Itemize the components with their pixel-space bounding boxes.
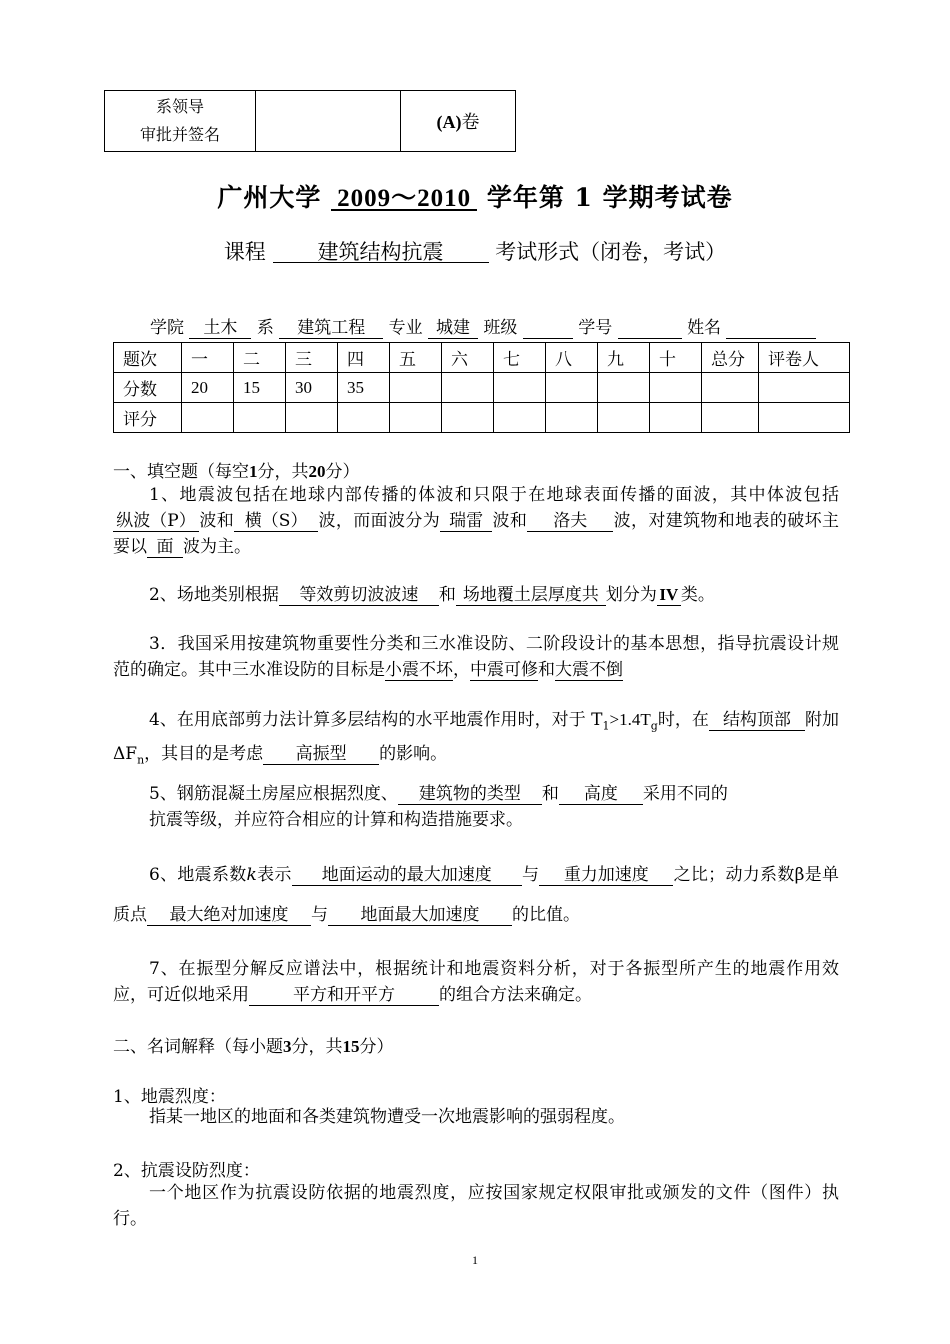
grade-cell[interactable] — [182, 403, 234, 433]
class-field[interactable] — [523, 318, 573, 339]
title-years: 2009～2010 — [331, 189, 477, 211]
id-field[interactable] — [618, 318, 682, 339]
points-cell: 20 — [182, 373, 234, 403]
grade-cell[interactable] — [286, 403, 338, 433]
approval-label-line1: 系领导 — [155, 97, 204, 116]
id-label: 学号 — [578, 318, 613, 338]
points-cell: 35 — [338, 373, 390, 403]
course-line — [0, 236, 950, 266]
header-cell: 六 — [442, 343, 494, 373]
grade-label: 评分 — [114, 403, 182, 433]
q6-symbol-beta: β — [794, 865, 805, 885]
grade-cell[interactable] — [759, 403, 850, 433]
header-cell: 题次 — [114, 343, 182, 373]
header-cell: 九 — [598, 343, 650, 373]
q1-answer-4: 洛夫 — [527, 511, 613, 532]
q5-answer-2: 高度 — [559, 784, 643, 805]
points-cell — [759, 373, 850, 403]
section2-title-pre: 二、名词解释（每小题 — [113, 1037, 283, 1057]
q6-answer-3: 最大绝对加速度 — [147, 905, 311, 926]
q5-answer-1: 建筑物的类型 — [398, 784, 542, 805]
q6-text: 与 — [521, 865, 540, 885]
points-cell — [598, 373, 650, 403]
grade-cell[interactable] — [546, 403, 598, 433]
title-semester: 学年第 1 学期考试卷 — [486, 183, 733, 212]
major-field[interactable]: 城建 — [428, 318, 478, 339]
course-label: 课程 — [223, 240, 266, 264]
q4-text: 时，在 — [657, 710, 709, 730]
q6-text: 6、地震系数 — [149, 865, 247, 885]
q2-answer-1: 等效剪切波波速 — [279, 585, 439, 606]
q3-text: 3．我国采用按建筑物重要性分类和三水准设防、二阶段设计的基本思想，指导抗震设计规范的确定。其中三水准设防的目标是 — [113, 634, 839, 680]
q3-text: ， — [453, 660, 470, 680]
score-header-row — [114, 343, 850, 373]
paper-version-suffix: 卷 — [461, 112, 480, 133]
q6-answer-4: 地面最大加速度 — [328, 905, 512, 926]
q6-symbol-k: k — [246, 865, 257, 885]
section1-title-pre: 一、填空题（每空 — [113, 462, 249, 482]
name-label: 姓名 — [687, 318, 722, 338]
q4-subscript: n — [137, 753, 145, 767]
course-name: 建筑结构抗震 — [273, 242, 489, 263]
section2-title-per: 3 — [283, 1037, 292, 1056]
dept-field[interactable]: 建筑工程 — [279, 318, 383, 339]
question-4 — [113, 706, 839, 775]
question-7 — [113, 956, 839, 1008]
q2-answer-3: IV — [657, 585, 681, 606]
section1-title-post: 分） — [325, 462, 360, 482]
points-cell — [390, 373, 442, 403]
header-cell: 一 — [182, 343, 234, 373]
approval-label — [105, 91, 256, 152]
exam-title — [0, 178, 950, 214]
page-number: 1 — [472, 1253, 478, 1267]
section1-title-per: 1 — [249, 462, 258, 481]
question-2 — [113, 582, 839, 608]
grade-cell[interactable] — [442, 403, 494, 433]
q4-answer-1: 结构顶部 — [709, 710, 805, 731]
points-cell: 30 — [286, 373, 338, 403]
q2-text: 和 — [438, 585, 456, 605]
points-cell: 15 — [234, 373, 286, 403]
header-cell: 总分 — [702, 343, 759, 373]
points-cell — [494, 373, 546, 403]
dept-label: 系 — [256, 318, 274, 338]
exam-form: 考试形式（闭卷，考试） — [495, 240, 727, 264]
grade-cell[interactable] — [598, 403, 650, 433]
q7-text: 的组合方法来确定。 — [439, 985, 592, 1005]
approval-signature-cell — [256, 91, 401, 152]
q4-answer-2: 高振型 — [263, 744, 379, 765]
major-label: 专业 — [388, 318, 423, 338]
q7-text: 7、在振型分解反应谱法中，根据统计和地震资料分析，对于各振型所产生的地震作用效应，可近似地采用 — [113, 959, 839, 1005]
q3-text: 和 — [538, 660, 555, 680]
q1-text: 波为主。 — [183, 537, 251, 557]
header-cell: 二 — [234, 343, 286, 373]
q6-text: 表示 — [256, 865, 292, 885]
score-grade-row — [114, 403, 850, 433]
q3-answer-2: 中震可修 — [470, 660, 538, 680]
q6-text: 的比值。 — [512, 905, 580, 925]
q2-text: 划分为 — [605, 585, 657, 605]
header-cell: 四 — [338, 343, 390, 373]
q2-answer-2: 场地覆土层厚度共 — [456, 585, 606, 606]
q4-text: >1.4T — [609, 710, 651, 729]
name-field[interactable] — [726, 318, 816, 339]
q1-text: 波和 — [199, 511, 235, 531]
header-cell: 评卷人 — [759, 343, 850, 373]
q7-answer-1: 平方和开平方 — [249, 985, 439, 1006]
section2-title-total: 15 — [342, 1037, 360, 1056]
question-1 — [113, 482, 839, 560]
q6-answer-2: 重力加速度 — [539, 865, 673, 886]
class-label: 班级 — [483, 318, 518, 338]
q6-text: 是单质点 — [113, 865, 840, 925]
q5-text: 采用不同的 — [642, 784, 728, 804]
q6-text: 之比；动力系数 — [673, 865, 795, 885]
points-cell — [442, 373, 494, 403]
approval-box — [104, 90, 516, 152]
q1-text: 波和 — [492, 511, 528, 531]
score-points-row — [114, 373, 850, 403]
q4-text: 附加ΔF — [113, 710, 840, 765]
points-cell — [702, 373, 759, 403]
q1-answer-2: 横（S） — [234, 511, 318, 532]
q3-answer-3: 大震不倒 — [555, 660, 623, 680]
q1-text: 1、地震波包括在地球内部传播的体波和只限于在地球表面传播的面波，其中体波包括 — [149, 485, 839, 505]
header-cell: 七 — [494, 343, 546, 373]
question-6 — [113, 855, 839, 935]
term1-body: 指某一地区的地面和各类建筑物遭受一次地震影响的强弱程度。 — [149, 1107, 625, 1127]
q4-subscript: 1 — [602, 719, 610, 733]
q4-text: ，其目的是考虑 — [144, 744, 264, 765]
header-cell: 八 — [546, 343, 598, 373]
q5-text: 5、钢筋混凝土房屋应根据烈度、 — [149, 784, 398, 804]
points-cell — [546, 373, 598, 403]
points-label: 分数 — [114, 373, 182, 403]
q5-line2: 抗震等级，并应符合相应的计算和构造措施要求。 — [149, 810, 523, 830]
header-cell: 五 — [390, 343, 442, 373]
score-table — [113, 342, 850, 433]
section1-title-mid: 分，共 — [257, 462, 309, 482]
term1-title: 1、地震烈度： — [113, 1087, 226, 1107]
section1-title-total: 20 — [308, 462, 326, 481]
paper-version — [401, 91, 516, 152]
q4-text: 4、在用底部剪力法计算多层结构的水平地震作用时，对于 T — [149, 710, 603, 730]
section1-title — [113, 457, 360, 482]
section2-title-post: 分） — [359, 1037, 394, 1057]
q1-text: 波，而面波分为 — [318, 511, 441, 531]
section2-title — [113, 1032, 394, 1057]
q2-text: 2、场地类别根据 — [149, 585, 279, 605]
q6-text: 与 — [311, 905, 328, 925]
grade-cell[interactable] — [650, 403, 702, 433]
q4-text: 的影响。 — [379, 744, 448, 765]
q2-text: 类。 — [680, 585, 715, 605]
term2-body: 一个地区作为抗震设防依据的地震烈度，应按国家规定权限审批或颁发的文件（图件）执行。 — [113, 1183, 839, 1229]
q3-answer-1: 小震不坏 — [385, 660, 453, 680]
approval-label-line2: 审批并签名 — [139, 125, 220, 144]
points-cell — [650, 373, 702, 403]
q1-text: 波，对建筑物和地表的破坏主要以 — [113, 511, 840, 557]
college-label: 学院 — [150, 318, 184, 338]
q1-answer-1: 纵波（P） — [113, 511, 199, 532]
title-university: 广州大学 — [217, 183, 322, 212]
grade-cell[interactable] — [494, 403, 546, 433]
header-cell: 十 — [650, 343, 702, 373]
q1-answer-5: 面 — [147, 537, 183, 558]
student-info — [150, 313, 816, 339]
term2-title: 2、抗震设防烈度： — [113, 1161, 260, 1181]
grade-cell[interactable] — [234, 403, 286, 433]
grade-cell[interactable] — [390, 403, 442, 433]
q1-answer-3: 瑞雷 — [440, 511, 492, 532]
grade-cell[interactable] — [702, 403, 759, 433]
header-cell: 三 — [286, 343, 338, 373]
section2-title-mid: 分，共 — [291, 1037, 343, 1057]
q6-answer-1: 地面运动的最大加速度 — [292, 865, 522, 886]
q5-text: 和 — [541, 784, 559, 804]
question-5 — [113, 781, 839, 807]
paper-version-letter: (A) — [436, 112, 462, 132]
college-field[interactable]: 土木 — [189, 318, 251, 339]
question-3 — [113, 631, 839, 683]
grade-cell[interactable] — [338, 403, 390, 433]
q4-subscript: g — [650, 719, 658, 733]
